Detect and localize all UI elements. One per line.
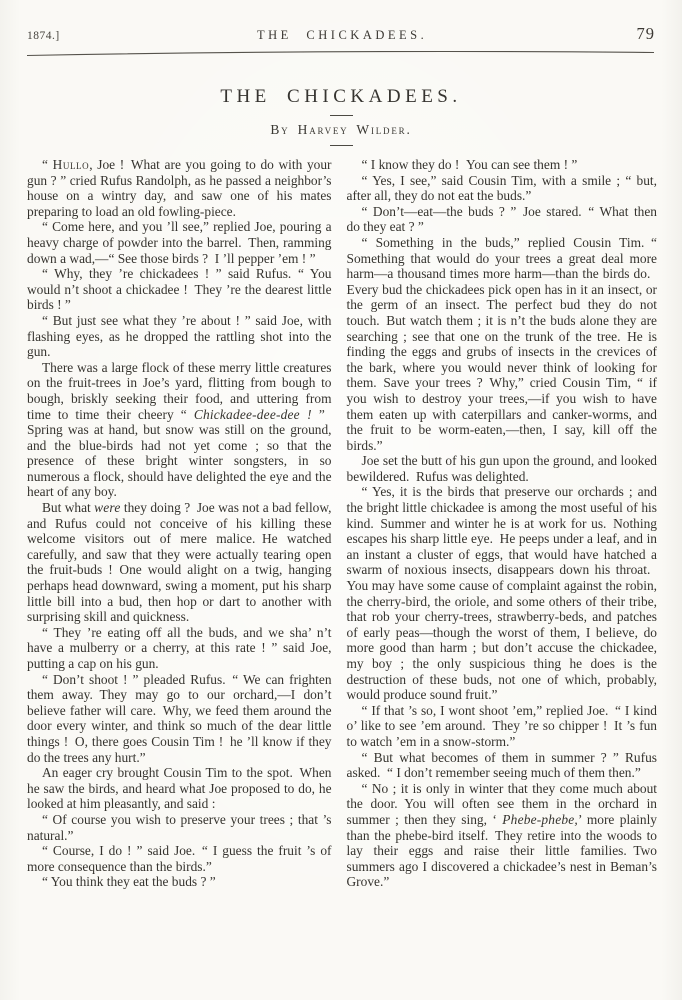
paragraph: “ Don’t—eat—the buds ? ” Joe stared. “ What then do they eat ? ” (346, 203, 657, 235)
paragraph: “ Of course you wish to preserve your trees ; that ’s natural.” (27, 811, 332, 843)
paragraph: Joe set the butt of his gun upon the ground, and looked bewildered. Rufus was delighted. (346, 453, 657, 484)
paragraph: There was a large flock of these merry little creatures on the fruit-trees in Joe’s yard, flitting from bough to bough, briskly seeking their food, and uttering from time to time their cheery “ Chickadee-dee-dee ! ” Spring was at hand, but snow was still on the ground, and the blue-birds had not yet come ; so that the presence of these bright winter songsters, in so numerous a flock, should have delighted the eye and the heart of any boy. (27, 359, 332, 500)
paragraph: An eager cry brought Cousin Tim to the spot. When he saw the birds, and heard what Joe proposed to do, he looked at him pleasantly, and said : (27, 765, 332, 812)
paragraph: “ Something in the buds,” replied Cousin Tim. “ Something that would do your trees a great deal more harm—a thousand times more harm—than the birds do. Every bud the chickadees pick open has in it an insect, or the germ of an insect. The perfect bud they do not touch. But watch them ; it is n’t the buds alone they are searching ; see that one on the trunk of the tree. He is finding the eggs and grubs of insects in the crevices of the bark, where you would never think of looking for them. Save your trees ? Why,” cried Cousin Tim, “ if you wish to destroy your trees,—if you wish to have them eaten up with caterpillars and canker-worms, and the fruit to be worm-eaten,—then, I say, kill off the birds.” (346, 234, 657, 453)
running-header (0, 0, 682, 44)
paragraph: “ Hullo, Joe ! What are you going to do with your gun ? ” cried Rufus Randolph, as he passed a neighbor’s house on a wintry day, and saw one of his mates preparing to load an old fowling-piece. (27, 157, 332, 219)
byline-divider (330, 145, 353, 146)
paragraph: “ But what becomes of them in summer ? ” Rufus asked. “ I don’t remember seeing much of them then.” (346, 749, 657, 781)
paragraph: “ Why, they ’re chickadees ! ” said Rufus. “ You would n’t shoot a chickadee ! They ’re the dearest little birds ! ” (27, 266, 332, 313)
paragraph: “ But just see what they ’re about ! ” said Joe, with flashing eyes, as he dropped the rattling shot into the gun. (27, 312, 332, 360)
header-date: 1874.] (27, 30, 60, 42)
paragraph: “ If that ’s so, I wont shoot ’em,” replied Joe. “ I kind o’ like to see ’em around. They ’re so chipper ! It ’s fun to watch ’em in a snow-storm.” (346, 702, 657, 749)
page-number: 79 (636, 24, 655, 43)
paragraph: “ Don’t shoot ! ” pleaded Rufus. “ We can frighten them away. They may go to our orchard,—I don’t believe father will care. Why, we feed them around the door every winter, and think so much of the dear little things ! O, there goes Cousin Tim ! he ’ll know if they do the trees any hurt.” (27, 671, 332, 765)
header-rule (27, 48, 655, 58)
paragraph: “ No ; it is only in winter that they come much about the door. You will often see them in the orchard in summer ; then they sing, ‘ Phebe-phebe,’ more plainly than the phebe-bird itself. They retire into the woods to lay their eggs and raise their little families. Two summers ago I discovered a chickadee’s nest in Beman’s Grove.” (346, 780, 657, 890)
paragraph: But what were they doing ? Joe was not a bad fellow, and Rufus could not conceive of his killing these welcome visitors out of mere malice. He watched carefully, and saw that they were actually tearing open the fruit-buds ! One would alight on a twig, hanging perhaps head downward, swing a moment, put his sharp little bill into a bud, then hop or dart to another with surprising skill and quickness. (27, 500, 332, 625)
paragraph: “ Course, I do ! ” said Joe. “ I guess the fruit ’s of more consequence than the birds.” (27, 843, 332, 874)
paragraph: “ You think they eat the buds ? ” (42, 874, 216, 890)
running-title: THE CHICKADEES. (257, 28, 428, 42)
article-title: THE CHICKADEES. (220, 86, 462, 107)
byline: By Harvey Wilder. (270, 122, 412, 137)
title-divider (330, 115, 353, 116)
left-column (27, 157, 332, 890)
right-column (347, 157, 657, 890)
paragraph: “ Yes, it is the birds that preserve our orchards ; and the bright little chickadee is among the most useful of his kind. Summer and winter he is at work for us. Nothing escapes his sharp little eye. He peeps under a leaf, and in an instant a cluster of eggs, that would have hatched a swarm of noxious insects, disappears down his throat. You may have some cause of complaint against the robin, the cherry-bird, the oriole, and some others of their tribe, that rob your cherry-trees, strawberry-beds, and patches of early peas—though the worst of them, I believe, do more good than harm ; but don’t accuse the chickadee, my boy ; the only suspicious thing he does is the destruction of these buds, not one of which, probably, would produce sound fruit.” (346, 484, 657, 703)
paragraph: “ Come here, and you ’ll see,” replied Joe, pouring a heavy charge of powder into the barrel. Then, ramming down a wad,—“ See those birds ? I ’ll pepper ’em ! ” (27, 219, 332, 266)
text-columns (0, 157, 682, 890)
paragraph: “ Yes, I see,” said Cousin Tim, with a smile ; “ but, after all, they do not eat the buds.” (346, 172, 657, 204)
paragraph: “ I know they do ! You can see them ! ” (361, 157, 578, 172)
paragraph: “ They ’re eating off all the buds, and we sha’ n’t have a mulberry or a cherry, at this rate ! ” said Joe, putting a cap on his gun. (27, 624, 332, 671)
